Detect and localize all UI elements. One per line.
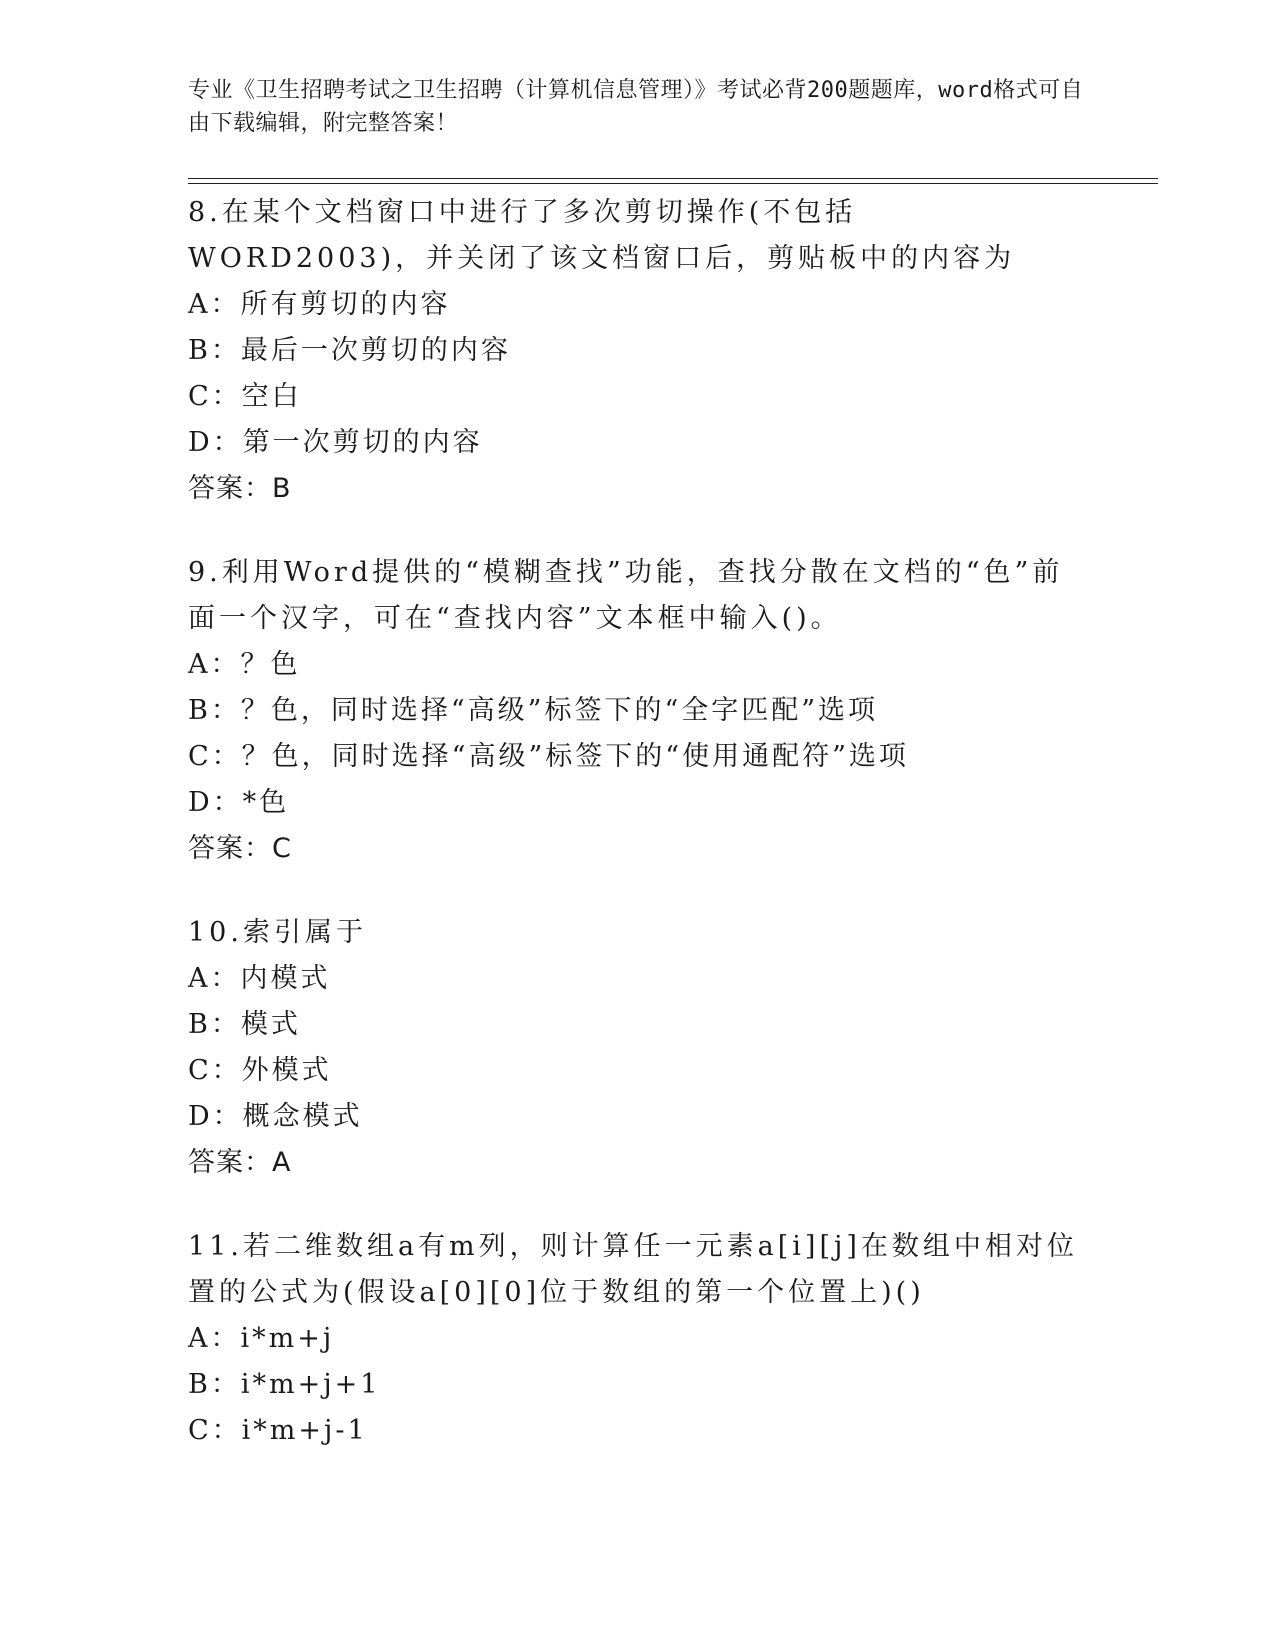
option-c: C：空白 [188, 381, 302, 412]
question-stem: 10.索引属于 [188, 917, 367, 948]
document-header: 专业《卫生招聘考试之卫生招聘（计算机信息管理）》考试必背200题题库，word格式可自由下载编辑，附完整答案！ [188, 78, 1084, 136]
option-c: C：？色，同时选择“高级”标签下的“使用通配符”选项 [188, 741, 909, 772]
option-c: C：i*m+j-1 [188, 1415, 368, 1446]
option-a: A：所有剪切的内容 [188, 289, 451, 320]
question-10 [188, 910, 1088, 1186]
header-divider-bottom [188, 183, 1158, 184]
option-b: B：？色，同时选择“高级”标签下的“全字匹配”选项 [188, 695, 879, 726]
option-c: C：外模式 [188, 1055, 332, 1086]
question-9 [188, 550, 1088, 872]
question-stem: 8.在某个文档窗口中进行了多次剪切操作(不包括WORD2003)，并关闭了该文档窗口后，剪贴板中的内容为 [188, 197, 1016, 274]
option-d: D：*色 [188, 787, 290, 818]
option-d: D：概念模式 [188, 1101, 363, 1132]
question-list [188, 190, 1088, 1492]
question-11 [188, 1224, 1088, 1454]
option-d: D：第一次剪切的内容 [188, 427, 483, 458]
option-b: B：最后一次剪切的内容 [188, 335, 511, 366]
header-divider-top [188, 178, 1158, 179]
option-a: A：内模式 [188, 963, 331, 994]
question-8 [188, 190, 1088, 512]
question-stem: 9.利用Word提供的“模糊查找”功能，查找分散在文档的“色”前面一个汉字，可在“查找内容”文本框中输入()。 [188, 557, 1064, 634]
answer-line: 答案：B [188, 473, 292, 504]
option-a: A：i*m+j [188, 1323, 335, 1354]
answer-line: 答案：C [188, 833, 292, 864]
answer-line: 答案：A [188, 1147, 292, 1178]
option-b: B：模式 [188, 1009, 301, 1040]
question-stem: 11.若二维数组a有m列，则计算任一元素a[i][j]在数组中相对位置的公式为(假设a[0][0]位于数组的第一个位置上)() [188, 1231, 1078, 1308]
option-a: A：？色 [188, 649, 301, 680]
option-b: B：i*m+j+1 [188, 1369, 381, 1400]
